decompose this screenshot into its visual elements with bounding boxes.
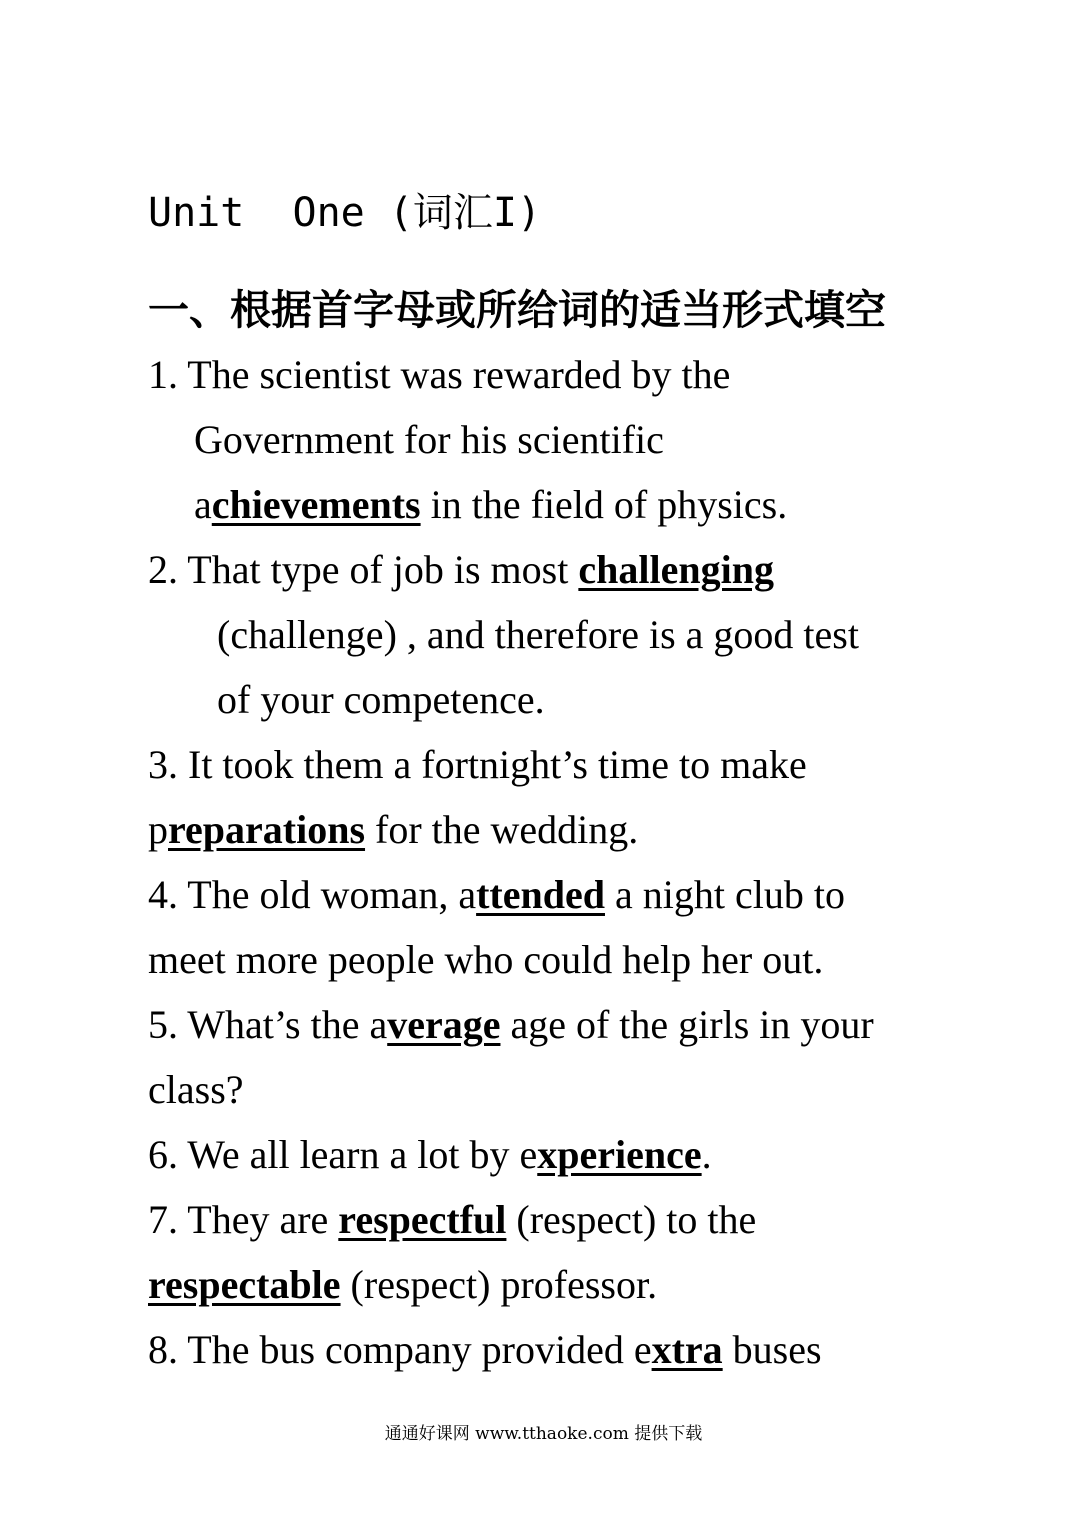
question-5-line-2: class? (148, 1067, 244, 1112)
question-5-answer: verage (387, 1002, 501, 1047)
question-4-line-1 (148, 870, 845, 920)
question-2-prefix: 2. That type of job is most (148, 547, 579, 592)
question-7-suffix-2: (respect) professor. (340, 1262, 658, 1307)
section-heading: 一、根据首字母或所给词的适当形式填空 (148, 286, 886, 334)
question-7-answer-1: respectful (338, 1197, 507, 1242)
question-3-answer: reparations (168, 807, 366, 852)
question-1-prefix: a (194, 482, 212, 527)
question-7-suffix-1: (respect) to the (506, 1197, 757, 1242)
question-7-line-2 (148, 1260, 657, 1310)
question-7-line-1 (148, 1195, 756, 1245)
question-4-prefix: 4. The old woman, a (148, 872, 477, 917)
question-6-answer: xperience (537, 1132, 702, 1177)
question-2-line-3: of your competence. (217, 677, 545, 722)
question-6-suffix: . (701, 1132, 712, 1177)
page-title: Unit One (词汇I) (148, 190, 542, 236)
question-1-line-3 (194, 480, 787, 530)
question-8-prefix: 8. The bus company provided e (148, 1327, 652, 1372)
question-6-line-1 (148, 1130, 712, 1180)
question-4-suffix: a night club to (604, 872, 845, 917)
question-7-answer-2: respectable (148, 1262, 341, 1307)
question-4-answer: ttended (476, 872, 605, 917)
question-8-answer: xtra (651, 1327, 723, 1372)
question-5-prefix: 5. What’s the a (148, 1002, 388, 1047)
question-1-answer: chievements (211, 482, 421, 527)
question-8-line-1 (148, 1325, 822, 1375)
question-4-line-2: meet more people who could help her out. (148, 937, 824, 982)
question-1-suffix: in the field of physics. (420, 482, 788, 527)
question-3-line-2 (148, 805, 638, 855)
question-2-line-1 (148, 545, 774, 595)
question-3-line-1: 3. It took them a fortnight’s time to make (148, 742, 807, 787)
question-5-suffix: age of the girls in your (500, 1002, 874, 1047)
question-5-line-1 (148, 1000, 874, 1050)
question-1-line-2: Government for his scientific (194, 417, 664, 462)
question-6-prefix: 6. We all learn a lot by e (148, 1132, 538, 1177)
question-8-suffix: buses (722, 1327, 822, 1372)
question-1-line-1: 1. The scientist was rewarded by the (148, 352, 731, 397)
question-2-answer: challenging (578, 547, 774, 592)
question-7-prefix: 7. They are (148, 1197, 339, 1242)
question-3-suffix: for the wedding. (365, 807, 639, 852)
question-3-prefix: p (148, 807, 168, 852)
page-footer: 通通好课网 www.tthaoke.com 提供下载 (384, 1424, 703, 1444)
question-2-line-2: (challenge) , and therefore is a good test (217, 612, 859, 657)
